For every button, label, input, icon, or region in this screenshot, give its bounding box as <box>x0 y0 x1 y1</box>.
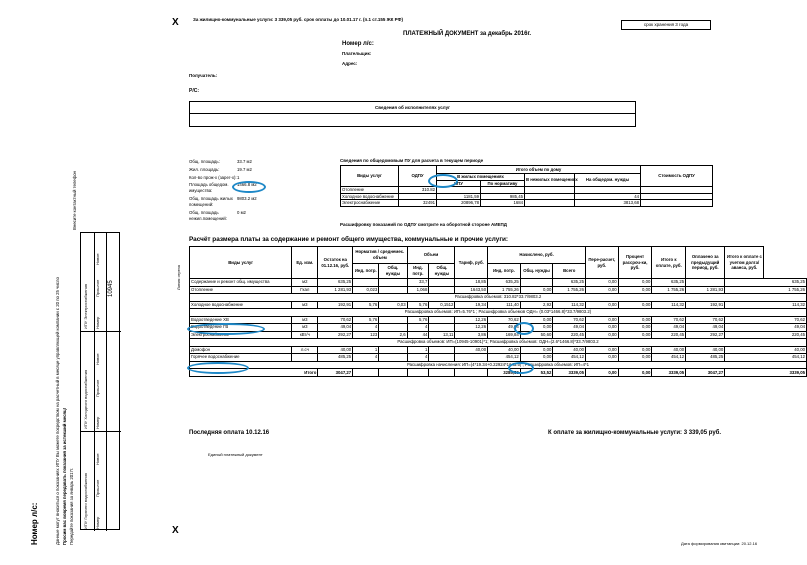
cut-mark: X <box>172 17 179 28</box>
cell: 111,40 <box>488 301 521 309</box>
cell: 70,62 <box>686 316 725 324</box>
highlight-oval <box>187 323 265 335</box>
area-value: 9803.2 м2 <box>237 196 257 201</box>
meter-prev-value: 10945 <box>108 280 114 297</box>
cell: 4 <box>353 354 379 362</box>
cell: 49,04 <box>318 324 353 332</box>
cell <box>641 200 713 207</box>
col-balance: Остаток на 01.12.16, руб. <box>318 247 353 279</box>
meter-col: Номер <box>95 516 100 529</box>
cell: 40,00 <box>488 346 521 354</box>
cell: 0,00 <box>586 346 619 354</box>
area-value: 19.7 м2 <box>237 167 252 172</box>
cell <box>379 354 407 362</box>
table-row <box>190 279 807 287</box>
col-paid: Оплачено за предыдущий период, руб. <box>686 247 725 279</box>
cell: 40,00 <box>553 346 586 354</box>
cell: 454,12 <box>553 354 586 362</box>
volume-note: Расшифровка объемов: ИП=(10945-10901)*1; Расшифровка объемов: ОДН=(2.6*1466.8)*33.7/9803.2 <box>190 339 807 347</box>
cell: 635,25 <box>652 279 686 287</box>
cell: 4 <box>407 324 429 332</box>
table-row <box>190 286 807 294</box>
cell: 50,60 <box>520 331 553 339</box>
highlight-oval <box>508 362 534 374</box>
cell: 32491 <box>399 200 437 207</box>
cell: 485,25 <box>686 354 725 362</box>
cell: 44 <box>575 193 641 200</box>
cell: 5,76 <box>353 301 379 309</box>
service-name: Электроснабжение <box>190 331 292 339</box>
cell: м2 <box>292 279 318 287</box>
col-ind: Инд. потр. <box>353 264 379 279</box>
cell: 0,00 <box>618 354 652 362</box>
cell: 44 <box>407 331 429 339</box>
cell: 1 755,26 <box>488 286 521 294</box>
cell: 40,00 <box>455 346 488 354</box>
cell: 70,62 <box>553 316 586 324</box>
cell: 0,00 <box>618 286 652 294</box>
cell <box>292 354 318 362</box>
col-tariff: Тариф, руб. <box>455 247 488 279</box>
cell: м3 <box>292 324 318 332</box>
account-label: Номер л/с: <box>342 41 374 47</box>
cell: 0,03 <box>379 301 407 309</box>
col-common: Общ. нужды <box>379 264 407 279</box>
storage-badge: срок хранения 3 года <box>621 20 711 30</box>
odpu-note: Расшифровку показаний по ОДПУ смотрите на оборотной стороне АИЕПД <box>340 222 507 227</box>
highlight-oval <box>428 174 458 188</box>
service-name: Отопление <box>190 286 292 294</box>
col-service: Виды услуг <box>190 247 292 279</box>
cell: 49,04 <box>488 324 521 332</box>
note-row <box>190 309 807 317</box>
total-odn: 53,52 <box>520 369 553 377</box>
meter-col: Номер <box>95 316 100 329</box>
cell: 40,00 <box>725 346 807 354</box>
cell: 0,00 <box>618 279 652 287</box>
cell: 635,25 <box>725 279 807 287</box>
cell: Отопление <box>341 187 399 194</box>
cell: 635,25 <box>553 279 586 287</box>
cell: 0,00 <box>520 316 553 324</box>
note-row <box>190 339 807 347</box>
cell: 1 <box>407 346 429 354</box>
cell <box>353 279 379 287</box>
stub-note: Внесите контактный телефон <box>72 171 77 230</box>
cell <box>525 200 575 207</box>
cell: 114,32 <box>725 301 807 309</box>
cell: 0,00 <box>618 301 652 309</box>
cell: 5,76 <box>353 316 379 324</box>
col-ipu: ИПУ <box>437 180 481 187</box>
cell: 0,00 <box>520 286 553 294</box>
cell: 1 755,26 <box>725 286 807 294</box>
cell: 220,45 <box>652 331 686 339</box>
cell: 40,00 <box>318 346 353 354</box>
cell: Холодное водоснабжение <box>341 193 399 200</box>
table-row <box>190 354 807 362</box>
cell: 1 755,26 <box>553 286 586 294</box>
cell: 310.82 <box>399 187 437 194</box>
cell <box>429 324 455 332</box>
cut-line-label: Линия отреза <box>176 265 181 290</box>
cell <box>379 324 407 332</box>
cell <box>455 354 488 362</box>
odpu-table <box>340 165 713 207</box>
cell: 12,26 <box>455 324 488 332</box>
calc-title: Расчёт размера платы за содержание и ремонт общего имущества, коммунальные и прочие услуги: <box>189 236 509 243</box>
col-norm: По нормативу <box>481 180 525 187</box>
page-title: ПЛАТЕЖНЫЙ ДОКУМЕНТ за декабрь 2016г. <box>403 31 532 37</box>
total-final: 3339,05 <box>725 369 807 377</box>
stub-note: Данные могут вноситься о показаниях ИПУ Вы можете посредством на расчетный в месяце управляющей компании с 20 по 25 число <box>55 277 60 545</box>
cell: 0,00 <box>586 301 619 309</box>
cell <box>429 354 455 362</box>
form-date: Дата формирования квитанции: 20.12.16 <box>681 541 758 546</box>
recipient-label: Получатель: <box>189 73 218 78</box>
total-balance: 3047,27 <box>318 369 353 377</box>
cell: 70,62 <box>318 316 353 324</box>
col-volume: Объем <box>407 247 455 264</box>
col-percent: Процент рассроч-ки, руб. <box>618 247 652 279</box>
cell: 0,00 <box>586 324 619 332</box>
volume-note: Расшифровка объемов: ИП=5.76*1 ; Расшифровка объемов ОДН= (0.03*1466.8)*33.7/9803.2) <box>190 309 807 317</box>
cell: 454,12 <box>488 354 521 362</box>
cell <box>520 279 553 287</box>
cell: кВт/ч <box>292 331 318 339</box>
meter-col: Номер <box>95 416 100 429</box>
cell: 3813,68 <box>575 200 641 207</box>
cell: 1 <box>353 346 379 354</box>
area-label: Общ. площадь жилых помещений: <box>189 196 233 207</box>
cell: 220,45 <box>725 331 807 339</box>
cell: 1 281,93 <box>318 286 353 294</box>
cell: 0,00 <box>618 316 652 324</box>
cell: 454,12 <box>652 354 686 362</box>
col-ind: Инд. потр. <box>488 264 521 279</box>
cell: 3,86 <box>455 331 488 339</box>
table-row <box>190 301 807 309</box>
cell <box>641 187 713 194</box>
area-label: Общ. площадь: <box>189 159 220 164</box>
rs-label: Р/С: <box>189 88 199 94</box>
meter-col: Прошлое <box>95 279 100 297</box>
cell <box>379 286 407 294</box>
cell: 4 <box>407 354 429 362</box>
cut-mark: X <box>172 525 179 536</box>
col-norm: Норматив / среднемес. объем <box>353 247 407 264</box>
cell: 0,00 <box>618 331 652 339</box>
meter-name: ИПУ Электроснабжения <box>83 284 88 329</box>
total-sum: 3339,05 <box>553 369 586 377</box>
total-row <box>190 369 807 377</box>
service-name: Домофон <box>190 346 292 354</box>
table-row <box>341 193 713 200</box>
col-cost: Стоимость ОДПУ <box>641 166 713 187</box>
area-value: 1 <box>237 175 240 180</box>
cell <box>399 193 437 200</box>
cell: 2,6 <box>379 331 407 339</box>
executors-box <box>189 101 636 127</box>
col-common: На общедом. нужды <box>575 174 641 187</box>
cell: 0,00 <box>586 331 619 339</box>
cell: 4 <box>353 324 379 332</box>
cell: 0,00 <box>586 354 619 362</box>
col-total: Итого объем по дому <box>437 166 641 174</box>
cell: 292,27 <box>686 331 725 339</box>
cell <box>379 316 407 324</box>
cell: 49,04 <box>686 324 725 332</box>
col-living: В жилых помещениях <box>437 174 525 181</box>
service-name: Холодное водоснабжение <box>190 301 292 309</box>
cell: 49,04 <box>652 324 686 332</box>
cell <box>379 279 407 287</box>
cell: 5,76 <box>407 301 429 309</box>
cell: 114,32 <box>553 301 586 309</box>
cell: 49,04 <box>725 324 807 332</box>
cell: 40,00 <box>652 346 686 354</box>
cell <box>429 286 455 294</box>
cell: 2,92 <box>520 301 553 309</box>
service-name: Содержание и ремонт общ. имущества <box>190 279 292 287</box>
last-payment: Последняя оплата 10.12.16 <box>189 430 270 436</box>
calc-table <box>189 246 807 377</box>
cell <box>686 279 725 287</box>
total-percent: 0,00 <box>618 369 652 377</box>
cell: 220,45 <box>553 331 586 339</box>
total-to-pay: 3339,05 <box>652 369 686 377</box>
col-ind: Инд. потр. <box>407 264 429 279</box>
cell: м3 <box>292 316 318 324</box>
area-value: 1466.8 м2 <box>237 182 257 187</box>
table-row <box>190 331 807 339</box>
executors-title: Сведения об исполнителях услуг <box>190 102 635 114</box>
to-pay-summary: К оплате за жилищно-коммунальные услуги: 3 339,05 руб. <box>548 430 722 436</box>
cell <box>641 193 713 200</box>
col-odpu: ОДПУ <box>399 166 437 187</box>
cell: 1,068 <box>407 286 429 294</box>
cell <box>525 193 575 200</box>
service-name: Водоотведение ГВ <box>190 324 292 332</box>
col-recalc: Пере-расчет, руб. <box>586 247 619 279</box>
highlight-oval <box>514 322 534 335</box>
cell: 123 <box>353 331 379 339</box>
top-line: За жилищно-коммунальные услуги: 3 339,05 руб. срок оплаты до 10.01.17 г. (п.1 ст.155 ЖК РФ) <box>193 17 403 22</box>
total-charged: 3285,53 <box>488 369 521 377</box>
cell: 169,84 <box>488 331 521 339</box>
cell: л.сч <box>292 346 318 354</box>
doc-name: Единый платежный документ <box>208 452 263 457</box>
cell: 292,27 <box>318 331 353 339</box>
cell: 0,00 <box>618 346 652 354</box>
cell: 985,45 <box>481 193 525 200</box>
note-row <box>190 294 807 302</box>
cell: 40,00 <box>686 346 725 354</box>
cell: 18,85 <box>455 279 488 287</box>
col-final: Итого к оплате с учетом долга/аванса, руб. <box>725 247 764 279</box>
stub-account-label: Номер л/с: <box>30 502 39 545</box>
meter-name: ИПУ Горячего водоснабжения <box>83 473 88 529</box>
meter-readings-box <box>80 232 120 530</box>
cell: 70,62 <box>652 316 686 324</box>
cell <box>525 187 575 194</box>
cell: 70,62 <box>725 316 807 324</box>
area-label: Жил. площадь: <box>189 167 220 172</box>
volume-note: Расшифровка объемов: 310.82*33.7/9803.2 <box>190 294 807 302</box>
area-label: Площадь общедом. имущества: <box>189 182 229 193</box>
col-common: Общ. нужды <box>520 264 553 279</box>
highlight-oval <box>232 181 266 193</box>
total-recalc: 0,00 <box>586 369 619 377</box>
cell: 0,00 <box>618 324 652 332</box>
total-paid: 3047,27 <box>686 369 725 377</box>
cell: 192,91 <box>318 301 353 309</box>
cell <box>429 279 455 287</box>
table-row <box>190 324 807 332</box>
cell: 0,00 <box>520 346 553 354</box>
cell: 1643,50 <box>455 286 488 294</box>
col-total: Всего <box>553 264 586 279</box>
highlight-oval <box>187 362 249 374</box>
cell: 454,12 <box>725 354 807 362</box>
cell: 0,00 <box>520 324 553 332</box>
cell <box>379 346 407 354</box>
meter-name: ИПУ Холодного водоснабжения <box>83 369 88 429</box>
cell: 192,91 <box>686 301 725 309</box>
meter-col: Новое <box>95 253 100 265</box>
volume-note: Расшифровка начисления: ИП=(4*19.34+0.22924*1643.5) ; Расшифровка объемов: ИП=4*1 <box>190 361 807 369</box>
payer-label: Плательщик: <box>342 51 372 56</box>
cell: 635,25 <box>488 279 521 287</box>
cell: Электроснабжение <box>341 200 399 207</box>
note-row <box>190 361 807 369</box>
service-name: Горячее водоснабжение <box>190 354 292 362</box>
cell: 49,04 <box>553 324 586 332</box>
table-row <box>190 346 807 354</box>
stub-note: Передайте показания за январь 2017г. <box>69 467 74 545</box>
cell: 0,00 <box>586 286 619 294</box>
area-label: Кол-во прож-х (зарег-х): <box>189 175 237 180</box>
cell: 5,76 <box>407 316 429 324</box>
cell: 70,62 <box>488 316 521 324</box>
col-common: Общ. нужды <box>429 264 455 279</box>
meter-col: Новое <box>95 353 100 365</box>
cell: 0,023 <box>353 286 379 294</box>
cell: 33,7 <box>407 279 429 287</box>
total-label: Итого <box>190 369 318 377</box>
address-label: Адрес: <box>342 61 358 66</box>
cell: 0,1512 <box>429 301 455 309</box>
cell: 635,25 <box>318 279 353 287</box>
cell: 1181,59 <box>437 193 481 200</box>
cell: 0,00 <box>586 316 619 324</box>
odpu-title: Сведения по общедомовым ПУ для расчета в текущем периоде <box>340 158 484 163</box>
col-service: Виды услуг <box>341 166 399 187</box>
area-label: Общ. площадь нежил.помещений: <box>189 210 227 221</box>
area-value: 33.7 м2 <box>237 159 252 164</box>
cell: 20896,78 <box>437 200 481 207</box>
cell: 1 755,26 <box>652 286 686 294</box>
area-value: 0 м2 <box>237 210 246 215</box>
cell: 0,00 <box>586 279 619 287</box>
cell: 0,00 <box>520 354 553 362</box>
table-row <box>341 200 713 207</box>
cell <box>429 316 455 324</box>
stub-note: Просим вас вовремя передавать показания за истекший месяц! <box>62 407 67 545</box>
meter-col: Прошлое <box>95 479 100 497</box>
col-to-pay: Итого к оплате, руб. <box>652 247 686 279</box>
meter-col: Новое <box>95 453 100 465</box>
cell <box>575 187 641 194</box>
cell: Гкал <box>292 286 318 294</box>
table-row <box>190 316 807 324</box>
cell <box>429 346 455 354</box>
cell: 114,32 <box>652 301 686 309</box>
cell: 13,11 <box>429 331 455 339</box>
cell: 1 281,93 <box>686 286 725 294</box>
service-name: Водоотведение ХВ <box>190 316 292 324</box>
cell: 19,34 <box>455 301 488 309</box>
cell: м3 <box>292 301 318 309</box>
col-charged: Начислено, руб. <box>488 247 586 264</box>
cell <box>481 187 525 194</box>
col-unit: Ед. изм. <box>292 247 318 279</box>
table-row <box>341 187 713 194</box>
meter-col: Прошлое <box>95 379 100 397</box>
cell: 485,25 <box>318 354 353 362</box>
cell: 12,26 <box>455 316 488 324</box>
cell: 1684 <box>481 200 525 207</box>
col-nonliving: В нежилых помещениях <box>525 174 575 187</box>
